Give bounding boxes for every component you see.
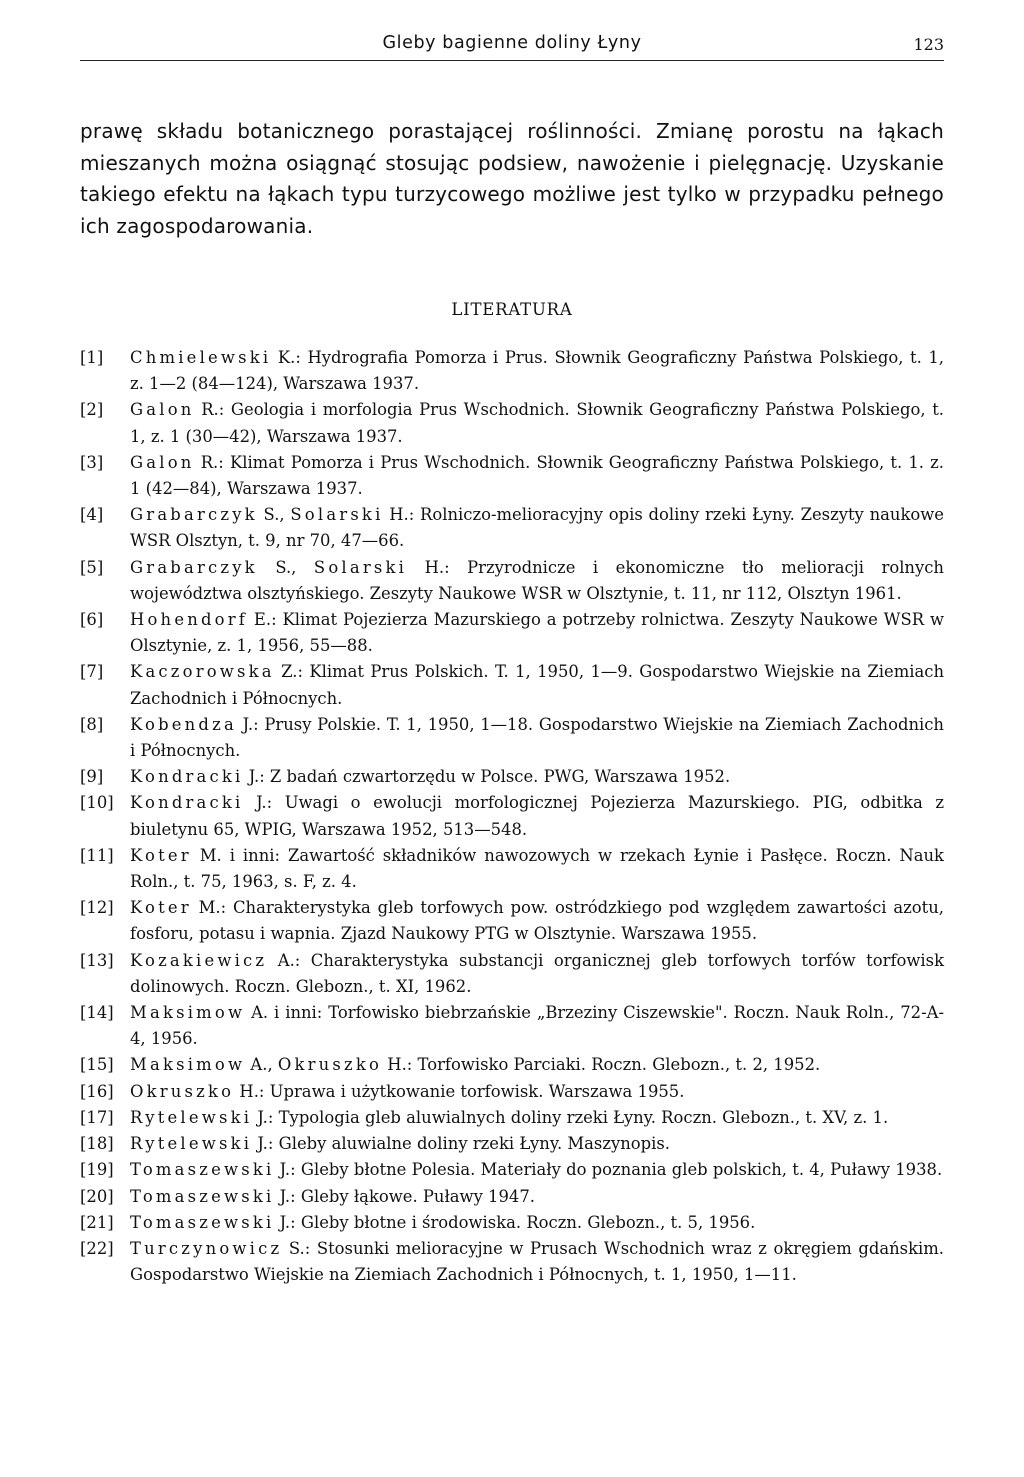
reference-details: J.: Gleby łąkowe. Puławy 1947. [274, 1186, 535, 1206]
reference-item [80, 1052, 944, 1078]
reference-text [130, 1210, 944, 1236]
reference-text [130, 502, 944, 554]
reference-details: H.: Rolniczo-melioracyjny opis doliny rzeki Łyny. Zeszyty naukowe WSR Olsztyn, t. 9, nr 70, 47—66. [130, 505, 944, 551]
reference-number: [6] [80, 610, 104, 630]
reference-text [130, 1236, 944, 1288]
reference-text [130, 397, 944, 449]
reference-item [80, 607, 944, 659]
reference-author: Solarski [313, 557, 408, 577]
reference-item [80, 555, 944, 607]
reference-details: J.: Typologia gleb aluwialnych doliny rzeki Łyny. Roczn. Glebozn., t. XV, z. 1. [252, 1107, 889, 1127]
reference-text [130, 659, 944, 711]
reference-details: S.: Stosunki melioracyjne w Prusach Wschodnich wraz z okręgiem gdańskim. Gospodarstwo Wiejskie na Ziemiach Zachodnich i Północnych, t. 1, 1950, 1—11. [130, 1238, 944, 1285]
reference-details: A. i inni: Torfowisko biebrzańskie „Brzeziny Ciszewskie". Roczn. Nauk Roln., 72-A-4, 1956. [130, 1003, 944, 1049]
reference-number: [11] [80, 845, 114, 865]
reference-text [130, 1079, 944, 1105]
reference-number: [3] [80, 452, 104, 472]
reference-author: Kaczorowska [130, 662, 275, 682]
reference-details: R.: Geologia i morfologia Prus Wschodnich. Słownik Geograficzny Państwa Polskiego, t. 1, z. 1 (30—42), Warszawa 1937. [130, 400, 944, 446]
reference-text [130, 790, 944, 842]
reference-number: [21] [80, 1212, 114, 1232]
reference-item [80, 764, 944, 790]
reference-details: M.: Charakterystyka gleb torfowych pow. ostródzkiego pod względem zawartości azotu, fosforu, potasu i wapnia. Zjazd Naukowy PTG w Olsztynie. Warszawa 1955. [130, 898, 944, 944]
reference-details: S., [257, 557, 314, 577]
reference-text [130, 555, 944, 607]
reference-item [80, 1236, 944, 1288]
document-page [80, 30, 944, 1288]
reference-item [80, 1210, 944, 1236]
reference-item [80, 397, 944, 449]
reference-details: E.: Klimat Pojezierza Mazurskiego a potrzeby rolnictwa. Zeszyty Naukowe WSR w Olsztynie, z. 1, 1956, 55—88. [130, 610, 944, 656]
reference-text [130, 712, 944, 764]
reference-author: Kondracki [130, 793, 244, 813]
reference-item [80, 1157, 944, 1183]
reference-text [130, 1105, 944, 1131]
reference-item [80, 502, 944, 554]
reference-author: Koter [130, 845, 192, 865]
running-head [80, 30, 944, 61]
reference-details: J.: Gleby aluwialne doliny rzeki Łyny. Maszynopis. [252, 1134, 671, 1154]
reference-text [130, 895, 944, 947]
reference-author: Okruszko [277, 1055, 383, 1075]
reference-number: [8] [80, 714, 104, 734]
reference-author: Chmielewski [130, 348, 272, 367]
reference-author: Rytelewski [130, 1107, 253, 1127]
reference-details: Z.: Klimat Prus Polskich. T. 1, 1950, 1—9. Gospodarstwo Wiejskie na Ziemiach Zachodnich i Północnych. [130, 662, 944, 708]
reference-number: [15] [80, 1055, 114, 1075]
reference-item [80, 450, 944, 502]
reference-author: Turczynowicz [130, 1238, 283, 1258]
reference-text [130, 948, 944, 1000]
reference-author: Tomaszewski [130, 1160, 275, 1180]
reference-item [80, 345, 944, 397]
reference-text [130, 1000, 944, 1052]
reference-number: [19] [80, 1160, 114, 1180]
reference-text [130, 1052, 944, 1078]
running-title: Gleby bagienne doliny Łyny [382, 33, 642, 53]
reference-number: [10] [80, 793, 114, 813]
page-number: 123 [913, 35, 944, 54]
reference-item [80, 1184, 944, 1210]
reference-text [130, 1131, 944, 1157]
reference-text [130, 1184, 944, 1210]
reference-item [80, 1000, 944, 1052]
reference-item [80, 843, 944, 895]
reference-details: H.: Uprawa i użytkowanie torfowisk. Warszawa 1955. [234, 1081, 685, 1101]
reference-number: [22] [80, 1238, 114, 1258]
reference-author: Tomaszewski [130, 1212, 275, 1232]
reference-number: [9] [80, 767, 104, 787]
reference-author: Tomaszewski [130, 1186, 275, 1206]
reference-item [80, 790, 944, 842]
reference-details: H.: Torfowisko Parciaki. Roczn. Glebozn., t. 2, 1952. [382, 1055, 821, 1075]
reference-item [80, 659, 944, 711]
reference-author: Maksimow [130, 1003, 246, 1023]
section-title: LITERATURA [451, 300, 573, 319]
reference-author: Kozakiewicz [130, 950, 268, 970]
reference-item [80, 1079, 944, 1105]
reference-item [80, 948, 944, 1000]
reference-number: [2] [80, 400, 104, 420]
reference-author: Galon [130, 452, 195, 472]
reference-author: Galon [130, 400, 195, 420]
reference-number: [12] [80, 898, 114, 918]
reference-text [130, 607, 944, 659]
reference-author: Grabarczyk [130, 505, 258, 525]
reference-text [130, 843, 944, 895]
reference-author: Okruszko [130, 1081, 235, 1101]
reference-author: Koter [130, 898, 192, 918]
reference-number: [17] [80, 1107, 114, 1127]
reference-author: Kondracki [130, 767, 244, 787]
reference-details: S., [257, 505, 291, 525]
reference-details: J.: Uwagi o ewolucji morfologicznej Pojezierza Mazurskiego. PIG, odbitka z biuletynu 65, WPIG, Warszawa 1952, 513—548. [130, 793, 944, 839]
reference-list [80, 345, 944, 1288]
reference-text [130, 450, 944, 502]
reference-item [80, 1105, 944, 1131]
reference-text [130, 345, 944, 397]
reference-author: Maksimow [130, 1055, 246, 1075]
reference-details: M. i inni: Zawartość składników nawozowych w rzekach Łynie i Pasłęce. Roczn. Nauk Roln., t. 75, 1963, s. F, z. 4. [130, 845, 944, 892]
reference-details: J.: Gleby błotne Polesia. Materiały do poznania gleb polskich, t. 4, Puławy 1938. [274, 1160, 943, 1180]
reference-number: [14] [80, 1003, 114, 1023]
reference-details: A.: Charakterystyka substancji organicznej gleb torfowych torfów torfowisk dolinowych. Roczn. Glebozn., t. XI, 1962. [130, 950, 944, 996]
reference-item [80, 712, 944, 764]
reference-number: [4] [80, 505, 104, 525]
reference-details: H.: Przyrodnicze i ekonomiczne tło melioracji rolnych województwa olsztyńskiego. Zeszyty Naukowe WSR w Olsztynie, t. 11, nr 112, Olsztyn 1961. [130, 557, 944, 603]
reference-author: Solarski [290, 505, 384, 525]
reference-number: [20] [80, 1186, 114, 1206]
reference-number: [16] [80, 1081, 114, 1101]
reference-details: J.: Prusy Polskie. T. 1, 1950, 1—18. Gospodarstwo Wiejskie na Ziemiach Zachodnich i Północnych. [130, 714, 944, 761]
body-paragraph: prawę składu botanicznego porastającej roślinności. Zmianę porostu na łąkach mieszanych można osiągnąć stosując podsiew, nawożenie i pielęgnację. Uzyskanie takiego efektu na łąkach typu turzycowego możliwe jest tylko w przypadku pełnego ich zagospodarowania. [80, 119, 944, 238]
reference-number: [1] [80, 348, 104, 367]
reference-author: Kobendza [130, 714, 237, 734]
reference-text [130, 1157, 944, 1183]
reference-details: K.: Hydrografia Pomorza i Prus. Słownik Geograficzny Państwa Polskiego, t. 1, z. 1—2 (84—124), Warszawa 1937. [130, 348, 944, 394]
reference-details: R.: Klimat Pomorza i Prus Wschodnich. Słownik Geograficzny Państwa Polskiego, t. 1. z. 1 (42—84), Warszawa 1937. [130, 452, 944, 499]
reference-author: Hohendorf [130, 610, 249, 630]
reference-item [80, 1131, 944, 1157]
reference-number: [5] [80, 557, 104, 577]
reference-number: [13] [80, 950, 114, 970]
reference-text [130, 764, 944, 790]
reference-details: A., [245, 1055, 278, 1075]
reference-details: J.: Z badań czwartorzędu w Polsce. PWG, Warszawa 1952. [243, 767, 731, 787]
reference-details: J.: Gleby błotne i środowiska. Roczn. Glebozn., t. 5, 1956. [274, 1212, 756, 1232]
reference-author: Grabarczyk [130, 557, 258, 577]
reference-number: [18] [80, 1134, 114, 1154]
reference-author: Rytelewski [130, 1134, 253, 1154]
reference-number: [7] [80, 662, 104, 682]
reference-item [80, 895, 944, 947]
